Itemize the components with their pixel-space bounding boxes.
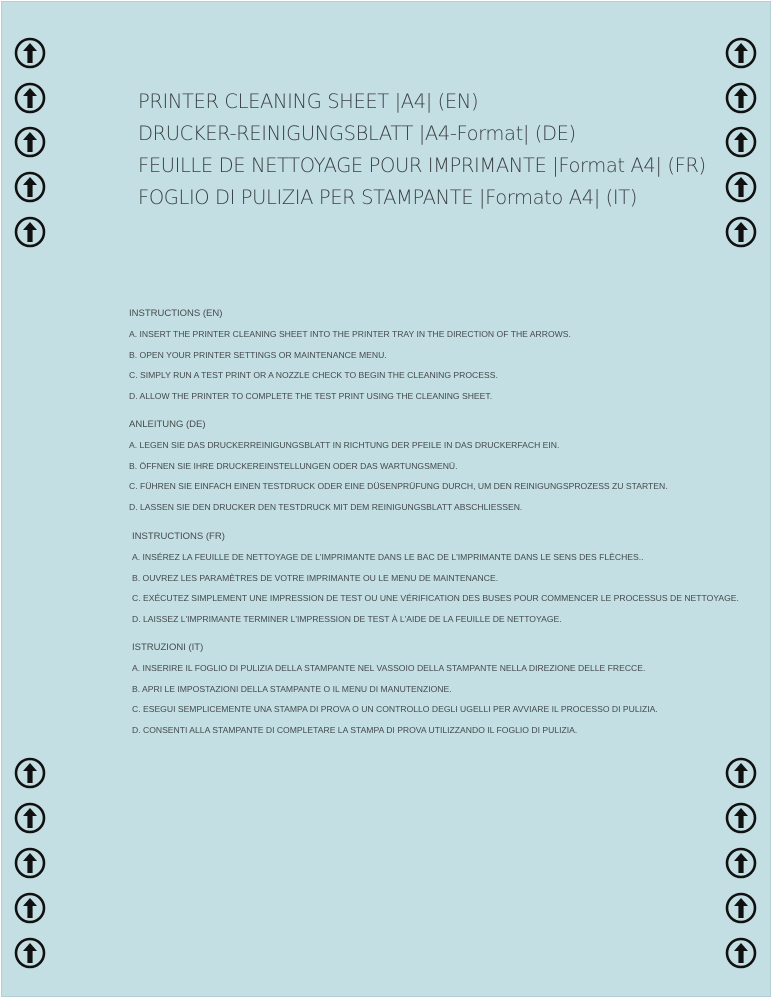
arrow-up-icon	[725, 37, 757, 69]
instruction-line: B. ÖFFNEN SIE IHRE DRUCKEREINSTELLUNGEN ODER DAS WARTUNGSMENÜ.	[129, 460, 458, 471]
arrow-up-icon	[14, 82, 46, 114]
instruction-line: D. LASSEN SIE DEN DRUCKER DEN TESTDRUCK MIT DEM REINIGUNGSBLATT ABSCHLIESSEN.	[129, 501, 523, 512]
instruction-line: B. OUVREZ LES PARAMÈTRES DE VOTRE IMPRIMANTE OU LE MENU DE MAINTENANCE.	[132, 572, 499, 583]
instruction-line: A. INSERT THE PRINTER CLEANING SHEET INTO THE PRINTER TRAY IN THE DIRECTION OF THE ARROWS.	[129, 329, 571, 339]
instruction-line: B. APRI LE IMPOSTAZIONI DELLA STAMPANTE O IL MENU DI MANUTENZIONE.	[132, 683, 452, 694]
arrow-up-icon	[14, 171, 46, 203]
instructions-de	[129, 414, 668, 517]
section-heading: ISTRUZIONI (IT)	[132, 642, 204, 653]
title-it: FOGLIO DI PULIZIA PER STAMPANTE |Formato A4| (IT)	[138, 186, 637, 209]
instruction-line: D. CONSENTI ALLA STAMPANTE DI COMPLETARE LA STAMPA DI PROVA UTILIZZANDO IL FOGLIO DI PULIZIA.	[132, 724, 578, 735]
arrow-up-icon	[14, 802, 46, 834]
arrow-up-icon	[725, 802, 757, 834]
title-de: DRUCKER-REINIGUNGSBLATT |A4-Format| (DE)	[138, 122, 576, 145]
instruction-line: D. LAISSEZ L'IMPRIMANTE TERMINER L'IMPRESSION DE TEST À L'AIDE DE LA FEUILLE DE NETTOYAGE.	[132, 613, 562, 624]
arrow-up-icon	[14, 37, 46, 69]
title-fr: FEUILLE DE NETTOYAGE POUR IMPRIMANTE |Format A4| (FR)	[138, 154, 706, 177]
arrow-up-icon	[725, 126, 757, 158]
arrow-up-icon	[725, 216, 757, 248]
instruction-line: A. LEGEN SIE DAS DRUCKERREINIGUNGSBLATT IN RICHTUNG DER PFEILE IN DAS DRUCKERFACH EIN.	[129, 440, 560, 450]
arrow-up-icon	[725, 757, 757, 789]
instructions-en	[129, 303, 571, 406]
instruction-line: C. EXÉCUTEZ SIMPLEMENT UNE IMPRESSION DE TEST OU UNE VÉRIFICATION DES BUSES POUR COMMENCER LE PROCESSUS DE NETTOYAGE.	[132, 593, 739, 603]
arrow-up-icon	[14, 757, 46, 789]
instruction-line: B. OPEN YOUR PRINTER SETTINGS OR MAINTENANCE MENU.	[129, 349, 387, 360]
instruction-line: C. SIMPLY RUN A TEST PRINT OR A NOZZLE CHECK TO BEGIN THE CLEANING PROCESS.	[129, 370, 498, 380]
instruction-line: C. FÜHREN SIE EINFACH EINEN TESTDRUCK ODER EINE DÜSENPRÜFUNG DURCH, UM DEN REINIGUNGSPROZESS ZU STARTEN.	[129, 481, 668, 491]
arrow-up-icon	[14, 216, 46, 248]
instructions-it	[132, 637, 658, 740]
instructions-fr	[132, 526, 739, 629]
instruction-line: A. INSÉREZ LA FEUILLE DE NETTOYAGE DE L'IMPRIMANTE DANS LE BAC DE L'IMPRIMANTE DANS LE SENS DES FLÈCHES..	[132, 552, 644, 562]
arrow-up-icon	[14, 937, 46, 969]
instruction-line: C. ESEGUI SEMPLICEMENTE UNA STAMPA DI PROVA O UN CONTROLLO DEGLI UGELLI PER AVVIARE IL PROCESSO DI PULIZIA.	[132, 704, 658, 714]
instruction-line: D. ALLOW THE PRINTER TO COMPLETE THE TEST PRINT USING THE CLEANING SHEET.	[129, 390, 493, 401]
arrow-up-icon	[725, 82, 757, 114]
arrow-up-icon	[14, 126, 46, 158]
title-en: PRINTER CLEANING SHEET |A4| (EN)	[138, 90, 479, 113]
arrow-up-icon	[725, 892, 757, 924]
arrow-up-icon	[725, 847, 757, 879]
section-heading: ANLEITUNG (DE)	[129, 419, 206, 430]
arrow-up-icon	[725, 937, 757, 969]
arrow-up-icon	[725, 171, 757, 203]
arrow-up-icon	[14, 847, 46, 879]
title-block	[138, 86, 706, 214]
arrow-up-icon	[14, 892, 46, 924]
section-heading: INSTRUCTIONS (FR)	[132, 531, 225, 542]
instruction-line: A. INSERIRE IL FOGLIO DI PULIZIA DELLA STAMPANTE NEL VASSOIO DELLA STAMPANTE NELLA DIREZIONE DELLE FRECCE.	[132, 663, 646, 673]
section-heading: INSTRUCTIONS (EN)	[129, 308, 223, 319]
cleaning-sheet	[1, 1, 771, 997]
